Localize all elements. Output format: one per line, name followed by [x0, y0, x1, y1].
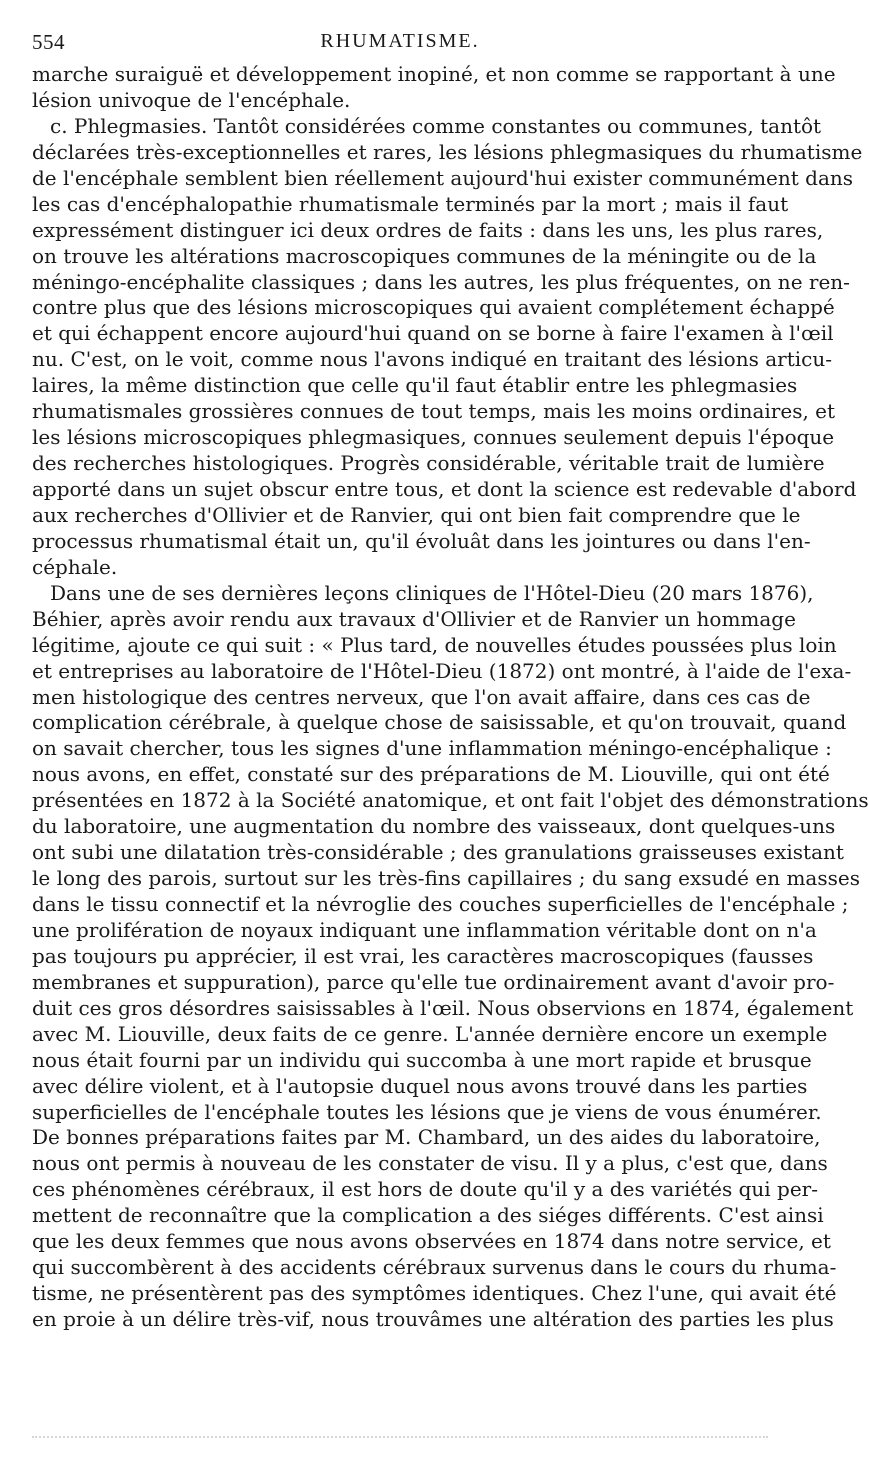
text-line: Dans une de ses dernières leçons cliniques de l'Hôtel-Dieu (20 mars 1876), [50, 580, 814, 605]
text-line: marche suraiguë et développement inopiné, et non comme se rapportant à une [32, 62, 836, 86]
text-line: rhumatismales grossières connues de tout temps, mais les moins ordinaires, et [32, 399, 836, 424]
text-line: ont subi une dilatation très-considérable ; des granulations graisseuses existant [32, 840, 844, 865]
body-text [32, 62, 869, 1333]
text-line: le long des parois, surtout sur les très-fins capillaires ; du sang exsudé en masses [32, 866, 860, 891]
text-line: tisme, ne présentèrent pas des symptômes identiques. Chez l'une, qui avait été [32, 1281, 837, 1306]
text-line: lésion univoque de l'encéphale. [32, 87, 351, 112]
text-line: nous ont permis à nouveau de les constater de visu. Il y a plus, c'est que, dans [32, 1151, 828, 1176]
text-line: du laboratoire, une augmentation du nombre des vaisseaux, dont quelques-uns [32, 814, 836, 839]
text-line: une prolifération de noyaux indiquant une inflammation véritable dont on n'a [32, 917, 817, 942]
footer-divider [32, 1436, 768, 1438]
text-line: présentées en 1872 à la Société anatomique, et ont fait l'objet des démonstrations [32, 788, 869, 813]
text-line: avec M. Liouville, deux faits de ce genre. L'année dernière encore un exemple [32, 1021, 828, 1046]
page-header [32, 30, 768, 58]
text-line: mettent de reconnaître que la complication a des siéges différents. C'est ainsi [32, 1203, 824, 1228]
text-line: que les deux femmes que nous avons observées en 1874 dans notre service, et [32, 1229, 831, 1254]
text-line: ces phénomènes cérébraux, il est hors de doute qu'il y a des variétés qui per- [32, 1177, 818, 1202]
text-line: déclarées très-exceptionnelles et rares, les lésions phlegmasiques du rhumatisme [32, 139, 863, 164]
text-line: apporté dans un sujet obscur entre tous, et dont la science est redevable d'abord [32, 477, 857, 501]
text-line: membranes et suppuration), parce qu'elle tue ordinairement avant d'avoir pro- [32, 969, 835, 994]
text-line: nous avons, en effet, constaté sur des préparations de M. Liouville, qui ont été [32, 762, 830, 787]
text-line: superficielles de l'encéphale toutes les lésions que je viens de vous énumérer. [32, 1099, 822, 1124]
text-line: les lésions microscopiques phlegmasiques, connues seulement depuis l'époque [32, 425, 835, 450]
text-line: De bonnes préparations faites par M. Chambard, un des aides du laboratoire, [32, 1125, 821, 1150]
text-line: complication cérébrale, à quelque chose de saisissable, et qu'on trouvait, quand [32, 710, 847, 735]
text-line: avec délire violent, et à l'autopsie duquel nous avons trouvé dans les parties [32, 1073, 808, 1098]
text-line: nous était fourni par un individu qui succomba à une mort rapide et brusque [32, 1047, 812, 1072]
text-line: expressément distinguer ici deux ordres de faits : dans les uns, les plus rares, [32, 217, 824, 242]
text-line: et entreprises au laboratoire de l'Hôtel-Dieu (1872) ont montré, à l'aide de l'exa- [32, 658, 852, 683]
text-line: aux recherches d'Ollivier et de Ranvier, qui ont bien fait comprendre que le [32, 502, 801, 527]
text-line: les cas d'encéphalopathie rhumatismale terminés par la mort ; mais il faut [32, 191, 789, 216]
text-line: laires, la même distinction que celle qu'il faut établir entre les phlegmasies [32, 373, 798, 398]
text-line: nu. C'est, on le voit, comme nous l'avons indiqué en traitant des lésions articu- [32, 347, 832, 372]
text-line: Béhier, après avoir rendu aux travaux d'Ollivier et de Ranvier un hommage [32, 606, 796, 631]
text-line: céphale. [32, 554, 118, 579]
text-line: dans le tissu connectif et la névroglie des couches superficielles de l'encéphale ; [32, 892, 849, 916]
text-line: on savait chercher, tous les signes d'une inflammation méningo-encéphalique : [32, 736, 832, 761]
text-line: on trouve les altérations macroscopiques communes de la méningite ou de la [32, 243, 817, 268]
text-line: méningo-encéphalite classiques ; dans les autres, les plus fréquentes, on ne ren- [32, 269, 850, 294]
text-line: et qui échappent encore aujourd'hui quand on se borne à faire l'examen à l'œil [32, 321, 834, 346]
running-title: RHUMATISME. [320, 30, 480, 52]
text-line: des recherches histologiques. Progrès considérable, véritable trait de lumière [32, 451, 825, 476]
text-line: processus rhumatismal était un, qu'il évoluât dans les jointures ou dans l'en- [32, 528, 811, 553]
text-line: c. Phlegmasies. Tantôt considérées comme constantes ou communes, tantôt [50, 113, 822, 138]
text-line: duit ces gros désordres saisissables à l'œil. Nous observions en 1874, également [32, 995, 854, 1020]
text-line: légitime, ajoute ce qui suit : « Plus tard, de nouvelles études poussées plus loin [32, 632, 837, 657]
text-line: pas toujours pu apprécier, il est vrai, les caractères macroscopiques (fausses [32, 943, 814, 968]
text-line: de l'encéphale semblent bien réellement aujourd'hui exister communément dans [32, 165, 854, 190]
page-number: 554 [32, 30, 65, 54]
text-line: contre plus que des lésions microscopiques qui avaient complétement échappé [32, 295, 835, 320]
text-line: men histologique des centres nerveux, que l'on avait affaire, dans ces cas de [32, 684, 811, 709]
text-line: en proie à un délire très-vif, nous trouvâmes une altération des parties les plus [32, 1307, 834, 1331]
text-line: qui succombèrent à des accidents cérébraux survenus dans le cours du rhuma- [32, 1255, 837, 1280]
